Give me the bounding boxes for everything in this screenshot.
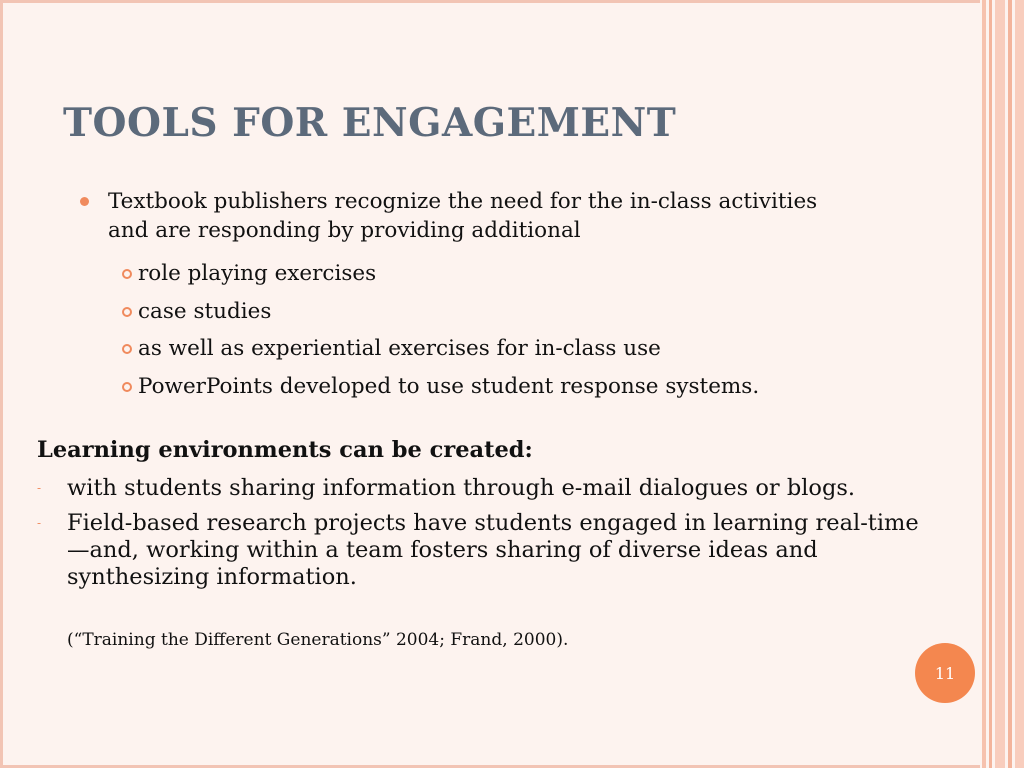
ring-bullet-icon bbox=[122, 269, 132, 279]
citation: (“Training the Different Generations” 2004; Frand, 2000). bbox=[67, 630, 569, 650]
ring-bullet-icon bbox=[122, 307, 132, 317]
dash-item-text: Field-based research projects have students engaged in learning real-time—and, working within a team fosters sharing of diverse ideas and synthesizing information. bbox=[67, 510, 919, 590]
page-number-badge bbox=[915, 643, 975, 703]
ring-bullet-icon bbox=[122, 382, 132, 392]
decorative-stripe bbox=[1015, 0, 1024, 768]
sub-bullet-text: PowerPoints developed to use student response systems. bbox=[138, 373, 760, 399]
slide-title: TOOLS FOR ENGAGEMENT bbox=[63, 100, 677, 146]
sub-bullet-text: role playing exercises bbox=[138, 261, 377, 286]
dash-list bbox=[37, 475, 937, 599]
sub-bullet-item bbox=[122, 368, 922, 406]
frame-top-border bbox=[0, 0, 980, 3]
frame-left-border bbox=[0, 0, 3, 768]
sub-bullet-item bbox=[122, 330, 922, 368]
sub-bullet-item bbox=[122, 255, 922, 293]
section-heading: Learning environments can be created: bbox=[37, 437, 533, 463]
sub-bullet-text: as well as experiential exercises for in-class use bbox=[138, 336, 661, 361]
ring-bullet-icon bbox=[122, 344, 132, 354]
decorative-stripe bbox=[995, 0, 1005, 768]
dash-marker: - bbox=[37, 481, 42, 495]
decorative-stripe bbox=[982, 0, 986, 768]
decorative-stripe bbox=[989, 0, 992, 768]
main-bullet bbox=[80, 187, 840, 245]
main-bullet-text: Textbook publishers recognize the need for the in-class activities and are responding by providing additional bbox=[108, 189, 818, 243]
dash-list-item bbox=[37, 510, 937, 591]
page-number: 11 bbox=[934, 663, 956, 683]
dash-list-item bbox=[37, 475, 937, 502]
decorative-stripe bbox=[1008, 0, 1012, 768]
sub-bullet-text: case studies bbox=[138, 298, 272, 324]
sub-bullet-list bbox=[122, 255, 922, 405]
bullet-dot-icon bbox=[80, 197, 89, 206]
sub-bullet-item bbox=[122, 293, 922, 331]
dash-marker: - bbox=[37, 516, 42, 530]
dash-item-text: with students sharing information through e-mail dialogues or blogs. bbox=[67, 475, 856, 501]
